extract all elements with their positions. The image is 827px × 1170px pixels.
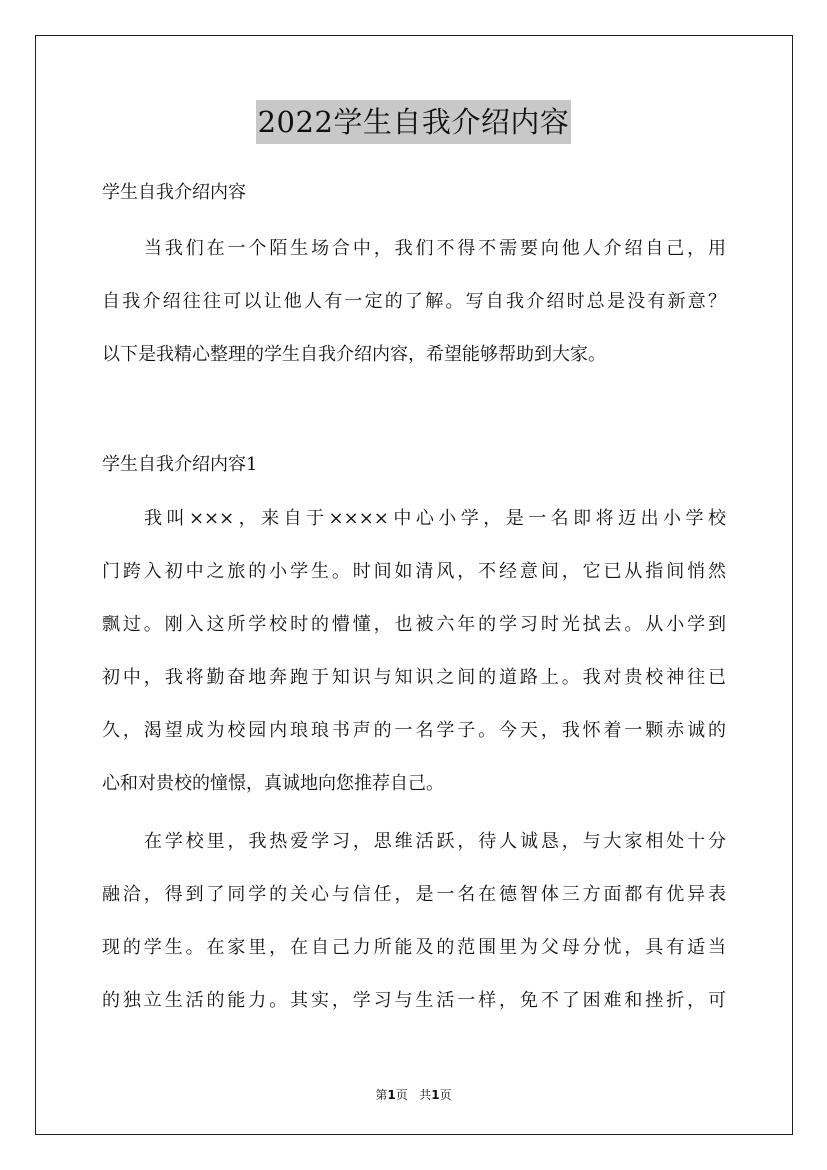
- para1-line: 久，渴望成为校园内琅琅书声的一名学子。今天，我怀着一颗赤诚的: [102, 720, 726, 741]
- sub-heading: 学生自我介绍内容1: [102, 454, 258, 475]
- para1-line: 我叫×××，来自于××××中心小学，是一名即将迈出小学校: [144, 508, 726, 529]
- para1-line: 初中，我将勤奋地奔跑于知识与知识之间的道路上。我对贵校神往已: [102, 667, 726, 688]
- para1-line: 飘过。刚入这所学校时的懵懂，也被六年的学习时光拭去。从小学到: [102, 614, 726, 635]
- footer-page-number: 1: [387, 1088, 396, 1102]
- intro-paragraph: [102, 222, 726, 381]
- para1-line: 心和对贵校的憧憬，真诚地向您推荐自己。: [102, 773, 444, 794]
- para2-line: 现的学生。在家里，在自己力所能及的范围里为父母分忧，具有适当: [102, 937, 726, 958]
- intro-line: 当我们在一个陌生场合中，我们不得不需要向他人介绍自己，用: [144, 238, 726, 259]
- title-container: [0, 100, 827, 144]
- para2-line: 在学校里，我热爱学习，思维活跃，待人诚恳，与大家相处十分: [144, 831, 726, 852]
- footer-page-prefix: 第: [375, 1088, 388, 1102]
- section-heading: 学生自我介绍内容: [102, 182, 246, 203]
- para2-line: 的独立生活的能力。其实，学习与生活一样，免不了困难和挫折，可: [102, 990, 726, 1011]
- footer-total-number: 1: [431, 1088, 440, 1102]
- page-footer: [0, 1086, 827, 1103]
- intro-line: 自我介绍往往可以让他人有一定的了解。写自我介绍时总是没有新意？: [102, 291, 726, 312]
- footer-total-suffix: 页: [439, 1088, 452, 1102]
- paragraph-1: [102, 492, 726, 810]
- footer-page-suffix: 页: [395, 1088, 408, 1102]
- para2-line: 融洽，得到了同学的关心与信任，是一名在德智体三方面都有优异表: [102, 884, 726, 905]
- intro-line: 以下是我精心整理的学生自我介绍内容，希望能够帮助到大家。: [102, 344, 606, 365]
- document-title: 2022学生自我介绍内容: [256, 100, 572, 144]
- paragraph-2: [102, 815, 726, 1027]
- footer-total-prefix: 共: [419, 1088, 432, 1102]
- para1-line: 门跨入初中之旅的小学生。时间如清风，不经意间，它已从指间悄然: [102, 561, 726, 582]
